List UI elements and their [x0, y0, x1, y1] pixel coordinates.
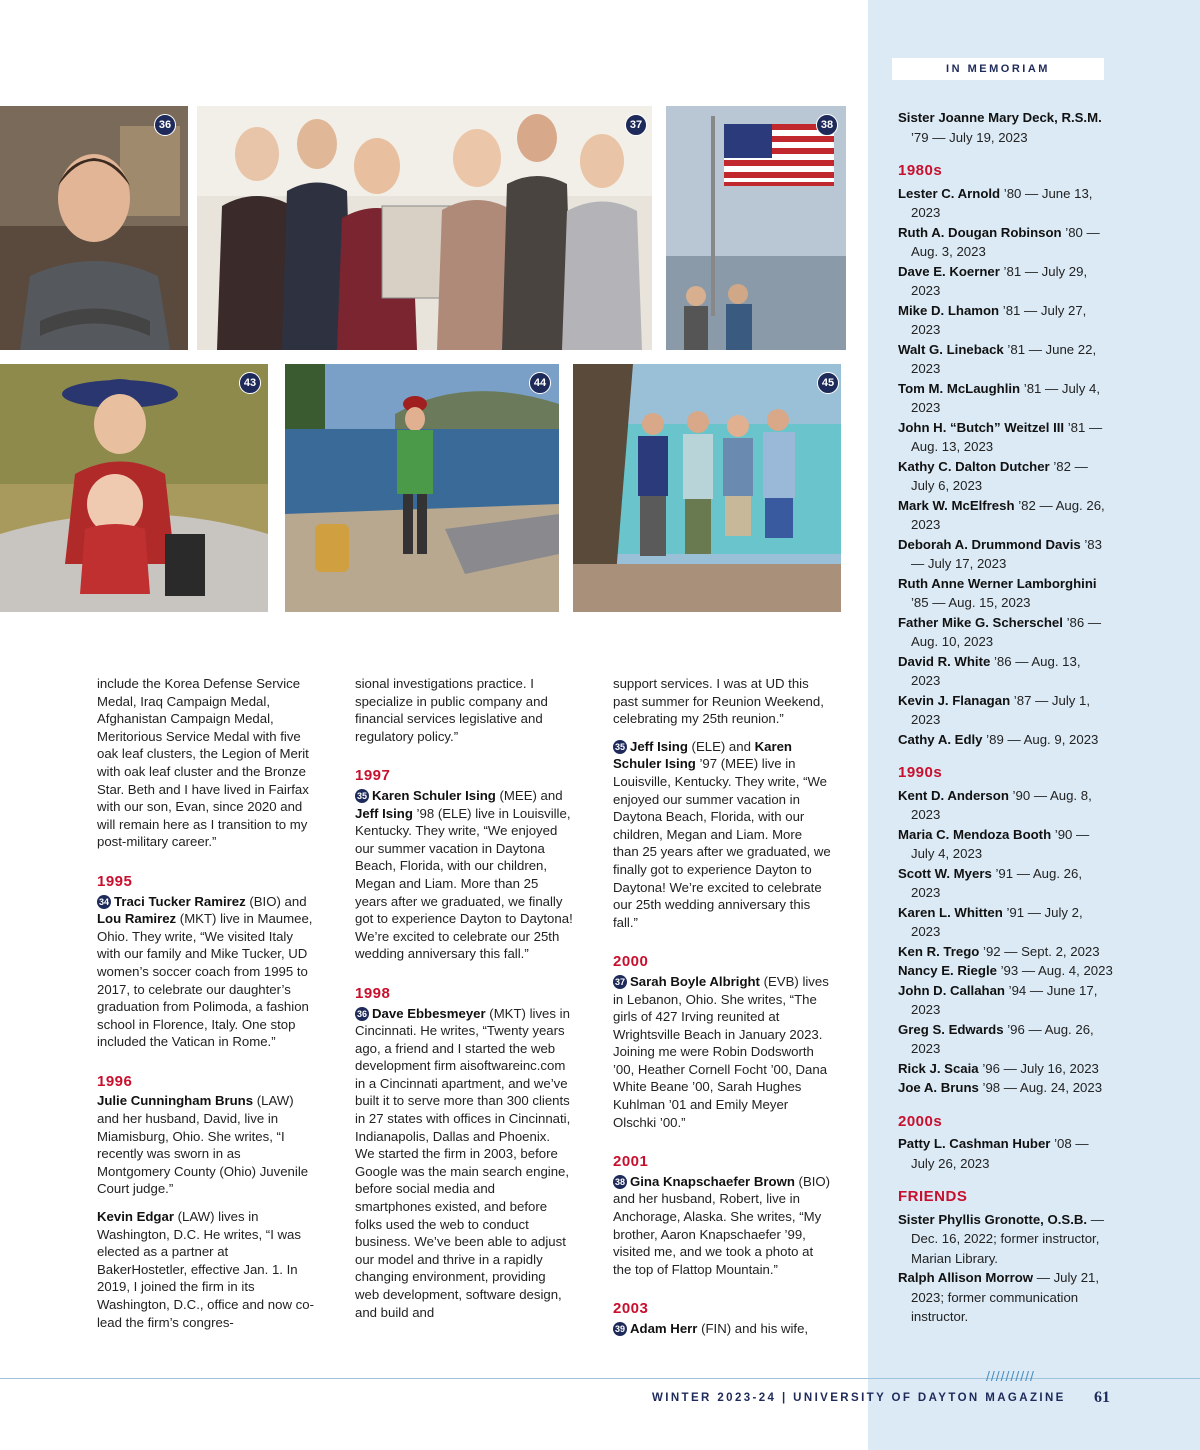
memoriam-entry: Kathy C. Dalton Dutcher ’82 — July 6, 2023 [898, 458, 1088, 493]
photo-badge: 44 [529, 372, 551, 394]
memoriam-name: Deborah A. Drummond Davis [898, 536, 1081, 552]
continued-text: support services. I was at UD this past summer for Reunion Weekend, celebrating my 25th reunion.” [613, 676, 824, 727]
memoriam-section-heading: FRIENDS [898, 1188, 968, 1205]
class-note: 36 Dave Ebbesmeyer (MKT) lives in Cincinnati. He writes, “Twenty years ago, a friend and I started the web development firm aisoftwareinc.com in a Cincinnati apartment, and we’ve built it to serve more than 300 clients in 27 states with offices in Cincinnati, Indianapolis, Dallas and Phoenix. We started the firm in 2003, before Google was the main search engine, before social media and smartphones existed, and before folks used the web to conduct business. We’ve been able to adjust our model and thrive in a rapidly changing environment, providing web development, software design, and build and [355, 1005, 571, 1320]
class-note: 35 Jeff Ising (ELE) and Karen Schuler Ising ’97 (MEE) live in Louisville, Kentucky. They write, “We enjoyed our summer vacation in Daytona Beach, Florida, with our children, Megan and Liam. More than 25 years after we graduated, we finally got to experience Dayton to Daytona! We’re excited to celebrate our 25th wedding anniversary this fall.” [613, 738, 831, 930]
class-note: Kevin Edgar (LAW) lives in Washington, D.C. He writes, “I was elected as a partner at BakerHostetler, effective Jan. 1. In 2019, I joined the firm in its Washington, D.C., office and now co-lead the firm’s congres- [97, 1209, 314, 1330]
photo-ref-badge: 36 [356, 1008, 367, 1019]
class-year-heading: 1998 [355, 984, 391, 1002]
alumni-name: Gina Knapschaefer Brown [630, 1173, 795, 1189]
class-year-heading: 1995 [97, 872, 133, 890]
memoriam-section-heading: 1980s [898, 162, 943, 179]
memoriam-name: David R. White [898, 653, 991, 669]
memoriam-entry: Nancy E. Riegle ’93 — Aug. 4, 2023 [898, 963, 1113, 978]
memoriam-name: Kevin J. Flanagan [898, 692, 1011, 708]
photo-38 [666, 106, 846, 350]
continued-text: sional investigations practice. I specialize in public company and financial services legislative and regulatory policy.” [355, 676, 548, 744]
memoriam-entry: Kent D. Anderson ’90 — Aug. 8, 2023 [898, 787, 1092, 822]
memoriam-entry: Kevin J. Flanagan ’87 — July 1, 2023 [898, 692, 1091, 727]
memoriam-name: Sister Joanne Mary Deck, R.S.M. [898, 110, 1102, 125]
memoriam-name: Joe A. Bruns [898, 1080, 979, 1095]
memoriam-name: Maria C. Mendoza Booth [898, 826, 1052, 842]
memoriam-name: Dave E. Koerner [898, 263, 1000, 279]
memoriam-entry: Cathy A. Edly ’89 — Aug. 9, 2023 [898, 731, 1099, 747]
photo-badge: 43 [239, 372, 261, 394]
photo-ref-badge: 39 [614, 1324, 625, 1334]
class-year-heading: 1997 [355, 767, 391, 785]
memoriam-entry: Karen L. Whitten ’91 — July 2, 2023 [898, 904, 1083, 939]
memoriam-entry: Scott W. Myers ’91 — Aug. 26, 2023 [898, 865, 1082, 900]
photo-36 [0, 106, 188, 350]
photo-45 [573, 364, 841, 612]
alumni-name: Jeff Ising [630, 738, 688, 754]
class-note: 37 Sarah Boyle Albright (EVB) lives in Lebanon, Ohio. She writes, “The girls of 427 Irving reunited at Wrightsville Beach in January 2023. Joining me were Robin Dodsworth ’00, Heather Cornell Focht ’00, Dana White Beane ’00, Sarah Hughes Kuhlman ’01 and Emily Meyer Olschki ’00.” [613, 973, 829, 1130]
memoriam-name: John D. Callahan [898, 982, 1005, 998]
class-note: 34 Traci Tucker Ramirez (BIO) and Lou Ramirez (MKT) live in Maumee, Ohio. They write, “We visited Italy with our family and Mike Tucker, UD women’s soccer coach from 1995 to 2017, to celebrate our daughter’s graduation from Polimoda, a fashion school in Florence, Italy. One stop included the Vatican in Rome.” [97, 893, 313, 1050]
memoriam-entry: Maria C. Mendoza Booth ’90 — July 4, 2023 [898, 826, 1090, 861]
memoriam-name: Nancy E. Riegle [898, 963, 997, 978]
alumni-name: Julie Cunningham Bruns [97, 1093, 254, 1109]
memoriam-entry: David R. White ’86 — Aug. 13, 2023 [898, 653, 1081, 688]
memoriam-name: Tom M. McLaughlin [898, 380, 1021, 396]
photo-badge: 36 [154, 114, 176, 136]
photo-ref-badge: 38 [614, 1176, 625, 1187]
alumni-name: Traci Tucker Ramirez [114, 893, 246, 909]
alumni-name: Kevin Edgar [97, 1209, 174, 1225]
memoriam-entry: Patty L. Cashman Huber ’08 — July 26, 2023 [898, 1136, 1089, 1171]
class-note: Julie Cunningham Bruns (LAW) and her husband, David, live in Miamisburg, Ohio. She writes, “I recently was sworn in as Montgomery County (Ohio) Juvenile Court judge.” [97, 1093, 309, 1197]
page-number: 61 [1094, 1389, 1110, 1406]
memoriam-name: Ruth A. Dougan Robinson [898, 224, 1062, 240]
memoriam-name: John H. “Butch” Weitzel III [898, 419, 1065, 435]
memoriam-entry: Sister Joanne Mary Deck, R.S.M. ’79 — July 19, 2023 [898, 110, 1102, 145]
memoriam-name: Lester C. Arnold [898, 185, 1001, 201]
continued-text: include the Korea Defense Service Medal, Iraq Campaign Medal, Afghanistan Campaign Medal, Meritorious Service Medal with five oak leaf clusters, the Legion of Merit with oak leaf cluster and the Bronze Star. Beth and I have lived in Fairfax with our son, Evan, since 2020 and will remain here as I transition to my post-military career.” [97, 676, 309, 850]
footer-hatch-decoration: ////////// [986, 1368, 1035, 1384]
memoriam-name: Scott W. Myers [898, 865, 992, 881]
alumni-name: Lou Ramirez [97, 911, 177, 927]
memoriam-name: Father Mike G. Scherschel [898, 614, 1063, 630]
memoriam-entry: Ruth A. Dougan Robinson ’80 — Aug. 3, 2023 [898, 224, 1100, 259]
notes-column-3 [613, 675, 831, 1338]
memoriam-list [898, 108, 1113, 1327]
memoriam-name: Karen L. Whitten [898, 904, 1003, 920]
memoriam-name: Kent D. Anderson [898, 787, 1009, 803]
memoriam-entry: Mark W. McElfresh ’82 — Aug. 26, 2023 [898, 497, 1105, 532]
photo-ref-badge: 37 [614, 976, 625, 987]
memoriam-entry: Ruth Anne Werner Lamborghini ’85 — Aug. 15, 2023 [898, 575, 1097, 610]
memoriam-entry: Greg S. Edwards ’96 — Aug. 26, 2023 [898, 1021, 1094, 1056]
alumni-name: Sarah Boyle Albright [630, 973, 760, 989]
notes-column-2 [355, 675, 573, 1321]
photo-ref-badge: 35 [356, 790, 367, 801]
photo-badge: 45 [817, 372, 839, 394]
alumni-name: Karen Schuler Ising [372, 787, 496, 803]
photo-ref-badge: 34 [98, 896, 109, 907]
photo-ref-badge: 35 [614, 741, 625, 752]
photo-43 [0, 364, 268, 612]
alumni-name: Jeff Ising [355, 805, 413, 821]
footer-publication: WINTER 2023-24 | UNIVERSITY OF DAYTON MAGAZINE [652, 1392, 1066, 1404]
class-year-heading: 2003 [613, 1300, 649, 1318]
memoriam-name: Mark W. McElfresh [898, 497, 1015, 513]
alumni-name: Karen Schuler Ising [613, 738, 792, 772]
class-note: 38 Gina Knapschaefer Brown (BIO) and her husband, Robert, live in Anchorage, Alaska. She writes, “My brother, Aaron Knapschaefer ’99, visited me, and we took a photo at the top of Flattop Mountain.” [613, 1173, 831, 1277]
class-year-heading: 1996 [97, 1072, 133, 1090]
memoriam-entry: Ralph Allison Morrow — July 21, 2023; former communication instructor. [898, 1270, 1100, 1324]
class-note: 35 Karen Schuler Ising (MEE) and Jeff Ising ’98 (ELE) live in Louisville, Kentucky. They write, “We enjoyed our summer vacation in Daytona Beach, Florida, with our children, Megan and Liam. More than 25 years after we graduated, we finally got to experience Dayton to Daytona! We’re excited to celebrate our 25th wedding anniversary this fall.” [355, 787, 573, 962]
memoriam-name: Cathy A. Edly [898, 731, 983, 747]
photo-44 [285, 364, 559, 612]
memoriam-entry: Ken R. Trego ’92 — Sept. 2, 2023 [898, 943, 1100, 959]
memoriam-entry: Joe A. Bruns ’98 — Aug. 24, 2023 [898, 1080, 1103, 1095]
memoriam-name: Mike D. Lhamon [898, 302, 1000, 318]
memoriam-name: Ruth Anne Werner Lamborghini [898, 575, 1097, 591]
photo-37 [197, 106, 652, 350]
memoriam-entry: Deborah A. Drummond Davis ’83 — July 17, 2023 [898, 536, 1102, 571]
memoriam-entry: Tom M. McLaughlin ’81 — July 4, 2023 [898, 380, 1100, 415]
memoriam-entry: Mike D. Lhamon ’81 — July 27, 2023 [898, 302, 1087, 337]
memoriam-entry: Walt G. Lineback ’81 — June 22, 2023 [898, 341, 1097, 376]
alumni-name: Dave Ebbesmeyer [372, 1005, 486, 1021]
memoriam-name: Walt G. Lineback [898, 341, 1004, 357]
memoriam-section-heading: 2000s [898, 1112, 943, 1130]
memoriam-entry: John H. “Butch” Weitzel III ’81 — Aug. 13, 2023 [898, 419, 1103, 454]
memoriam-name: Rick J. Scaia [898, 1060, 979, 1076]
memoriam-name: Patty L. Cashman Huber [898, 1136, 1051, 1151]
alumni-name: Adam Herr [630, 1321, 698, 1336]
class-year-heading: 2000 [613, 953, 649, 971]
class-year-heading: 2001 [613, 1153, 649, 1171]
memoriam-name: Ken R. Trego [898, 943, 980, 959]
photo-badge: 37 [625, 114, 647, 136]
notes-column-1 [97, 675, 315, 1331]
memoriam-entry: Rick J. Scaia ’96 — July 16, 2023 [898, 1060, 1099, 1076]
memoriam-section-heading: 1990s [898, 764, 943, 781]
memoriam-entry: John D. Callahan ’94 — June 17, 2023 [898, 982, 1098, 1017]
memoriam-entry: Sister Phyllis Gronotte, O.S.B. — Dec. 16, 2022; former instructor, Marian Library. [898, 1211, 1104, 1266]
memoriam-title: IN MEMORIAM [892, 58, 1104, 80]
memoriam-name: Sister Phyllis Gronotte, O.S.B. [898, 1211, 1088, 1227]
memoriam-name: Ralph Allison Morrow [898, 1270, 1034, 1285]
photo-badge: 38 [816, 114, 838, 136]
memoriam-entry: Lester C. Arnold ’80 — June 13, 2023 [898, 185, 1093, 220]
memoriam-name: Kathy C. Dalton Dutcher [898, 458, 1050, 474]
memoriam-name: Greg S. Edwards [898, 1021, 1004, 1037]
memoriam-entry: Dave E. Koerner ’81 — July 29, 2023 [898, 263, 1088, 298]
class-note: 39 Adam Herr (FIN) and his wife, [614, 1321, 809, 1336]
memoriam-entry: Father Mike G. Scherschel ’86 — Aug. 10, 2023 [898, 614, 1102, 649]
